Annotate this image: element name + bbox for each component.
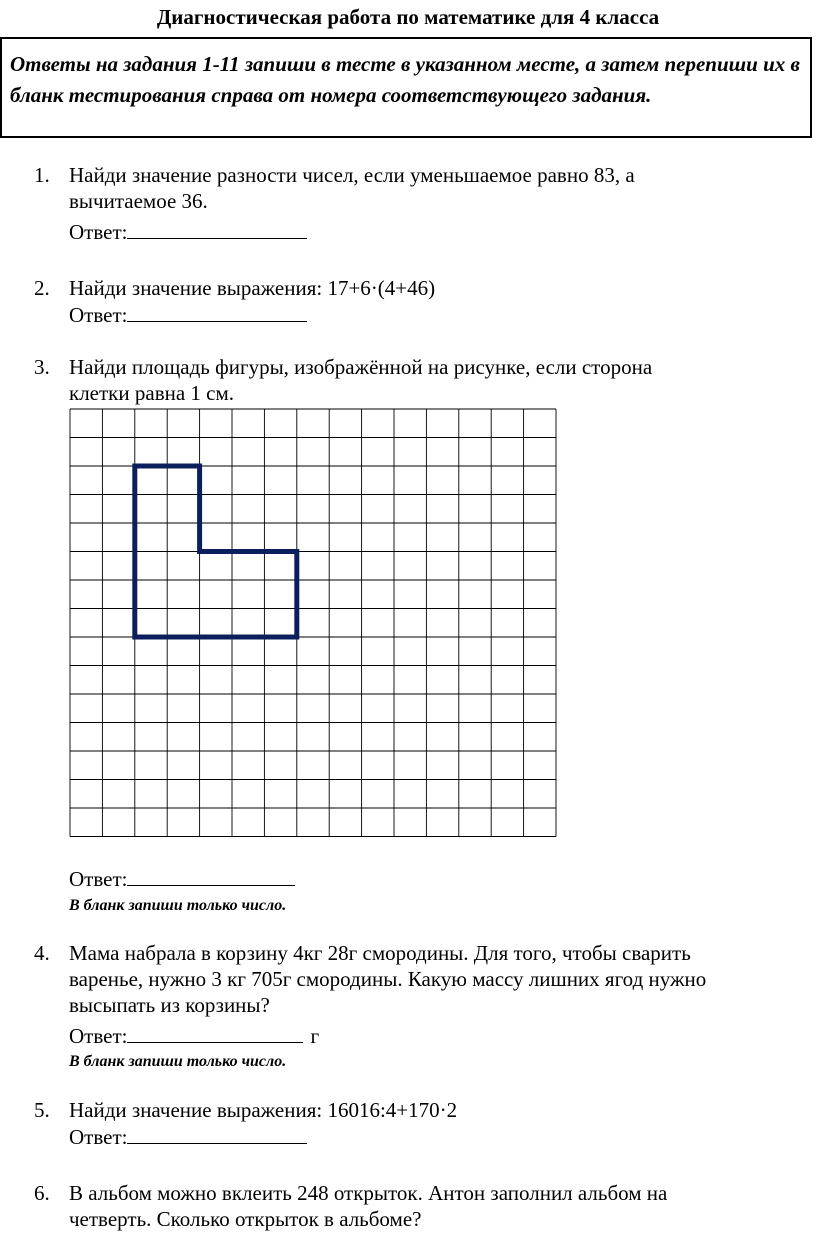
answer-unit: г: [310, 1024, 320, 1048]
task-text-line: высыпать из корзины?: [69, 993, 270, 1017]
note-only-number: В бланк запиши только число.: [69, 1053, 287, 1070]
task-number: 1.: [34, 163, 50, 187]
answer-blank[interactable]: [127, 303, 307, 322]
grid-svg: [69, 408, 559, 838]
task-text-line: Найди значение выражения: 16016:4+170·2: [69, 1098, 458, 1122]
task-text: [69, 940, 809, 1018]
task-text-line: четверть. Сколько открыток в альбоме?: [69, 1207, 422, 1231]
answer-line: [69, 866, 295, 892]
answer-label: Ответ:: [69, 1125, 128, 1149]
task-text-line: Найди площадь фигуры, изображённой на рисунке, если сторона: [69, 355, 653, 379]
answer-blank[interactable]: [127, 220, 307, 239]
task-text: [69, 1097, 809, 1123]
answer-label: Ответ:: [69, 303, 128, 327]
task-text-line: вычитаемое 36.: [69, 189, 208, 213]
note-only-number: В бланк запиши только число.: [69, 897, 287, 914]
task-number: 3.: [34, 355, 50, 379]
page-title: Диагностическая работа по математике для 4 класса: [156, 5, 660, 29]
task-text-line: В альбом можно вклеить 248 открыток. Антон заполнил альбом на: [69, 1181, 668, 1205]
task-text: [69, 275, 809, 301]
task-text-line: Найди значение разности чисел, если уменьшаемое равно 83, а: [69, 163, 635, 187]
answer-blank[interactable]: [127, 1024, 303, 1043]
task-text-line: Мама набрала в корзину 4кг 28г смородины. Для того, чтобы сварить: [69, 941, 691, 965]
answer-label: Ответ:: [69, 1024, 128, 1048]
task-number: 6.: [34, 1181, 50, 1205]
answer-line: [69, 1023, 319, 1049]
task-text: [69, 354, 809, 406]
answer-blank[interactable]: [127, 867, 295, 886]
answer-line: [69, 219, 307, 245]
answer-line: [69, 1124, 307, 1150]
task-text: [69, 1180, 809, 1232]
answer-label: Ответ:: [69, 867, 128, 891]
answer-line: [69, 302, 307, 328]
answer-label: Ответ:: [69, 220, 128, 244]
task-number: 4.: [34, 941, 50, 965]
task-text-line: Найди значение выражения: 17+6·(4+46): [69, 276, 436, 300]
instructions-box: Ответы на задания 1-11 запиши в тесте в указанном месте, а затем перепиши их в бланк тестирования справа от номера соответствующего задания.: [0, 37, 812, 138]
answer-blank[interactable]: [127, 1125, 307, 1144]
grid-figure: [69, 408, 559, 838]
task-text: [69, 162, 809, 214]
task-text-line: варенье, нужно 3 кг 705г смородины. Какую массу лишних ягод нужно: [69, 967, 707, 991]
task-number: 5.: [34, 1098, 50, 1122]
task-text-line: клетки равна 1 см.: [69, 381, 235, 405]
task-number: 2.: [34, 276, 50, 300]
